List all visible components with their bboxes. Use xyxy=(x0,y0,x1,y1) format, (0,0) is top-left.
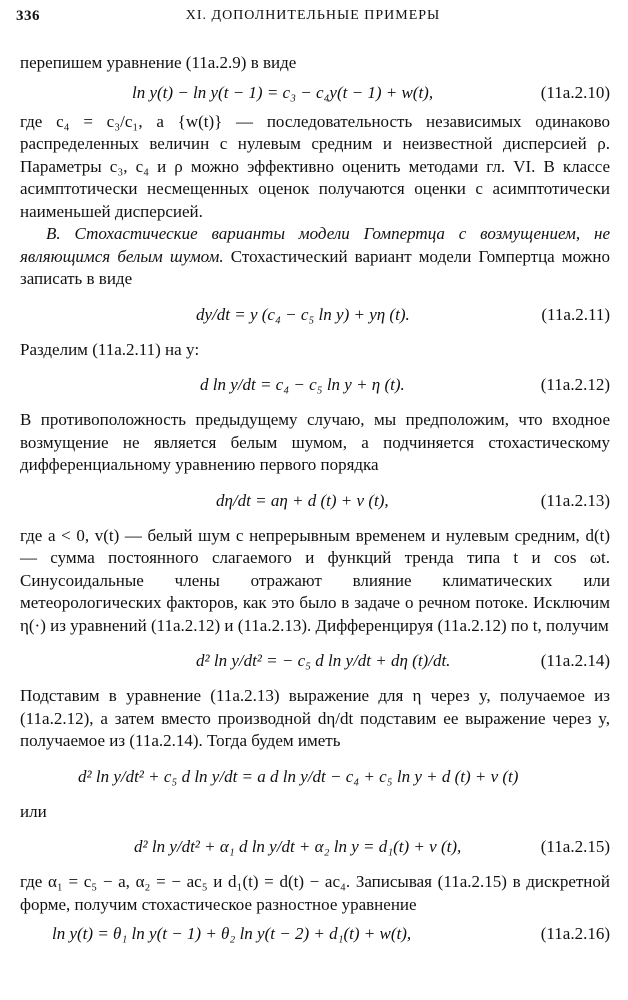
paragraph-3-text: Стохастический вариант модели Гомпертца можно записать в виде xyxy=(20,246,610,288)
equation-11a-2-15 xyxy=(20,823,610,871)
paragraph-2: где c₄ = c₃/c₁, а {w(t)} — последовательность независимых одинаково распределенных величин с нулевым средним и неизвестной дисперсией ρ. Параметры c₃, c₄ и ρ можно эффективно оценить методами гл. VI. В классе асимптотически несмещенных оценок получаются оценки с асимптотически наименьшей дисперсией. xyxy=(20,111,610,221)
equation-formula: d² ln y/dt² + α₁ d ln y/dt + α₂ ln y = d₁(t) + v (t), xyxy=(134,837,462,856)
equation-11a-2-16 xyxy=(20,916,610,952)
equation-formula: dy/dt = y (c₄ − c₅ ln y) + yη (t). xyxy=(196,304,410,324)
equation-number: (11а.2.16) xyxy=(540,924,610,943)
page-number: 336 xyxy=(16,8,40,24)
equation-number: (11а.2.11) xyxy=(541,304,610,324)
equation-number: (11а.2.10) xyxy=(540,82,610,102)
page-header xyxy=(16,8,610,36)
equation-11a-2-12 xyxy=(20,361,610,409)
equation-number: (11а.2.12) xyxy=(540,375,610,394)
equation-11a-2-10 xyxy=(20,75,610,111)
paragraph-4: Разделим (11а.2.11) на y: xyxy=(20,339,200,359)
equation-11a-2-13 xyxy=(20,477,610,525)
paragraph-5: В противоположность предыдущему случаю, мы предположим, что входное возмущение не является белым шумом, а подчиняется стохастическому дифференциальному уравнению первого порядка xyxy=(20,410,610,474)
equation-number: (11а.2.15) xyxy=(540,837,610,856)
paragraph-3 xyxy=(20,223,610,291)
paragraph-9: где α₁ = c₅ − a, α₂ = − ac₅ и d₁(t) = d(t) − ac₄. Записывая (11а.2.15) в дискретной форме, получим стохастическое разностное уравнение xyxy=(20,872,610,914)
equation-formula: d² ln y/dt² + c₅ d ln y/dt = a d ln y/dt − c₄ + c₅ ln y + d (t) + v (t) xyxy=(78,766,519,786)
equation-formula: d² ln y/dt² = − c₅ d ln y/dt + dη (t)/dt. xyxy=(196,651,451,670)
paragraph-7: Подставим в уравнение (11а.2.13) выражение для η через y, получаемое из (11а.2.12), а затем вместо производной dη/dt подставим ее выражение через y, получаемое из (11а.2.14). Тогда будем иметь xyxy=(20,686,610,750)
equation-formula: ln y(t) − ln y(t − 1) = c₃ − c₄y(t − 1) + w(t), xyxy=(132,82,434,102)
paragraph-1: перепишем уравнение (11а.2.9) в виде xyxy=(20,53,297,72)
running-head: XI. ДОПОЛНИТЕЛЬНЫЕ ПРИМЕРЫ xyxy=(185,8,441,23)
equation-formula: ln y(t) = θ₁ ln y(t − 1) + θ₂ ln y(t − 2) + d₁(t) + w(t), xyxy=(52,924,412,943)
equation-formula: d ln y/dt = c₄ − c₅ ln y + η (t). xyxy=(200,375,405,394)
equation-11a-2-11 xyxy=(20,291,610,339)
section-title-b: B. Стохастические варианты модели Гомпертца с возмущением, не являющимся белым шумом. xyxy=(20,224,610,266)
equation-number: (11а.2.13) xyxy=(540,490,610,510)
equation-number: (11а.2.14) xyxy=(540,651,610,670)
equation-formula: dη/dt = aη + d (t) + v (t), xyxy=(216,490,389,510)
equation-11a-2-14 xyxy=(20,637,610,685)
paragraph-8: или xyxy=(20,801,47,821)
page-body xyxy=(20,52,610,952)
equation-unnumbered xyxy=(20,753,610,801)
paragraph-6: где a < 0, v(t) — белый шум с непрерывным временем и нулевым средним, d(t) — сумма постоянного слагаемого и функций тренда типа t и cos ωt. Синусоидальные члены отражают влияние климатических или метеорологических факторов, как это было в задаче о речном потоке. Исключим η(·) из уравнений (11а.2.12) и (11а.2.13). Дифференцируя (11а.2.12) по t, получим xyxy=(20,525,610,635)
